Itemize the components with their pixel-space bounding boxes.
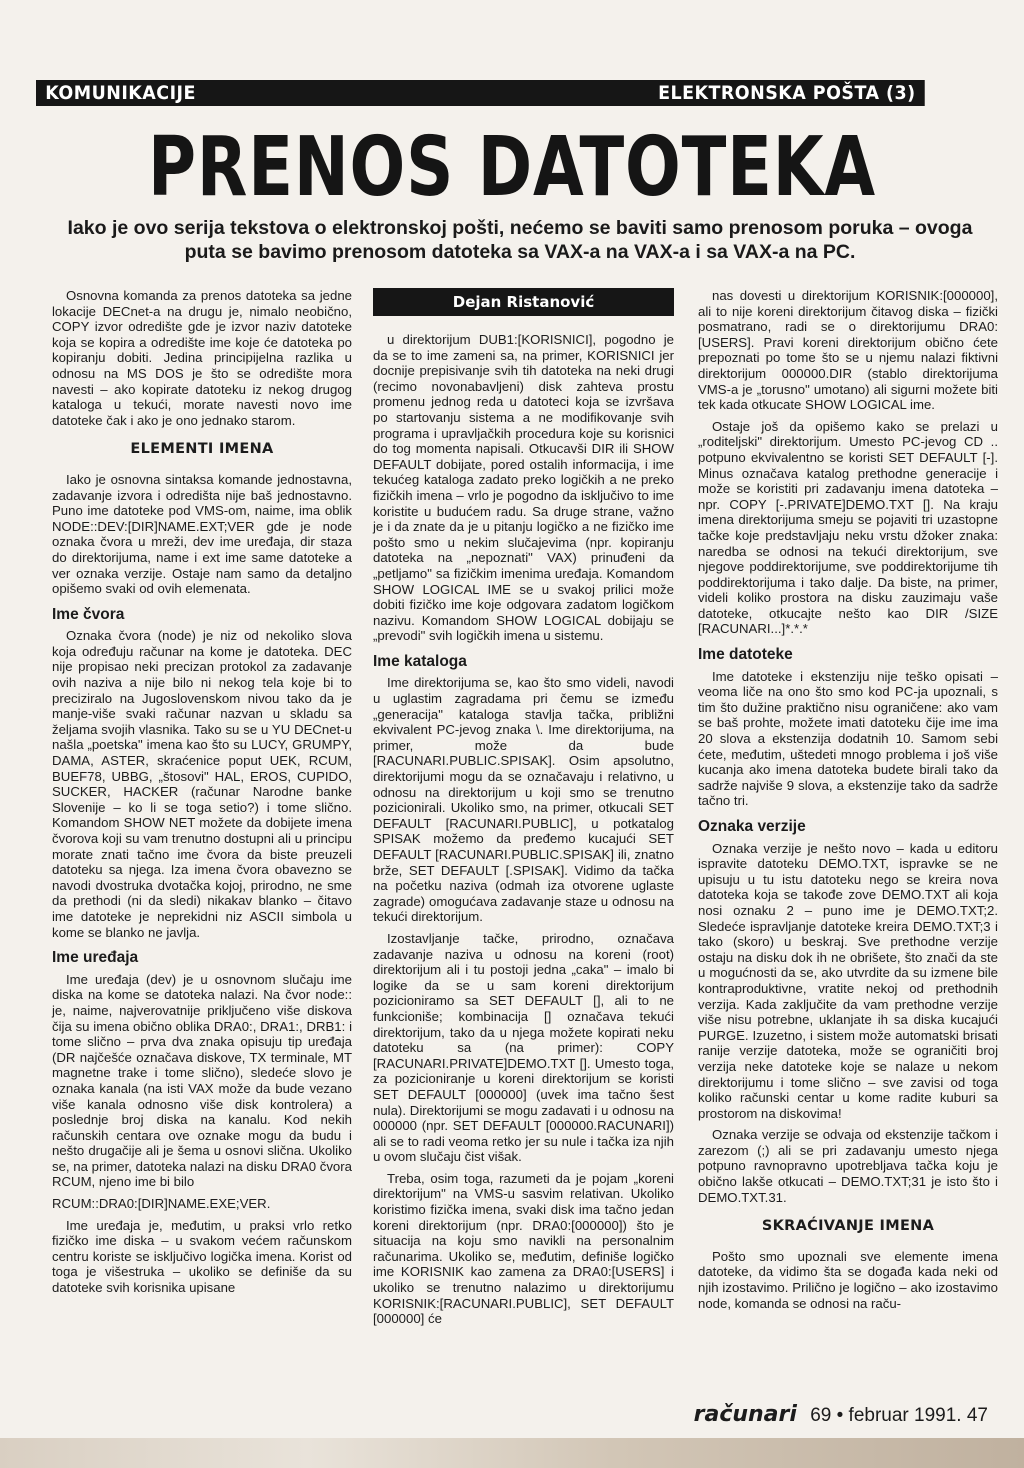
paragraph: Iako je osnovna sintaksa komande jednostavna, zadavanje izvora i odredišta nije baš jednostavno. Puno ime datoteke pod VMS-om, naime, ima oblik NODE::DEV:[DIR]NAME.EXT;VER gde je node oznaka čvora u mreži, dev ime uređaja, dir staza do direktorijuma, name i ext ime same datoteke a ver oznaka verzije. Ostaje nam samo da detaljno opišemo svaki od ovih elemenata. <box>52 471 352 597</box>
paragraph: Osnovna komanda za prenos datoteka sa jedne lokacije DECnet-a na drugu je, nimalo neobično, COPY izvor odredište gde je izvor naziv datoteke koja se kopira a odredište ime koje će datoteka po kopiranju dobiti. Jedina principijelna razlika u odnosu na MS DOS je što se odredište mora navesti – ako kopirate datoteku iz nekog drugog kataloga u tekući, morate navesti novo ime datoteke čak i ako je ono jednako starom. <box>52 288 352 428</box>
issue-info: 69 • februar 1991. 47 <box>810 1405 988 1426</box>
paragraph: Oznaka verzije je nešto novo – kada u editoru ispravite datoteku DEMO.TXT, ispravke se ne upisuju u tu istu datoteku nego se kreira nova datoteka koja se takođe zove DEMO.TXT ali koja nosi oznaku 2 – puno ime je DEMO.TXT;2. Sledeće ispravljanje datoteke kreira DEMO.TXT;3 i tako (skoro) u beskraj. Sve prethodne verzije ostaju na disku dok ih ne obrišete, što znači da ste u mogućnosti da se, ako utvrdite da su izmene bile kontraproduktivne, vratite nekoj od prethodnih verzija. Kada zaključite da vam prethodne verzije više nisu potrebne, uklanjate ih sa diska kucajući PURGE. Izuzetno, i sistem može automatski brisati ranije verzije datoteka, može se ograničiti broj verzija neke datoteke koje se nalaze u nekom direktorijumu i tome slično – sve zavisi od toga koliko računski centar u kome radite kuburi sa prostorom na diskovima! <box>698 840 998 1121</box>
code-example: RCUM::DRA0:[DIR]NAME.EXE;VER. <box>52 1196 271 1212</box>
page-edge-strip <box>0 1438 1024 1468</box>
subheading: Ime kataloga <box>373 652 467 670</box>
page-footer <box>694 1402 988 1427</box>
column-2 <box>373 288 674 1333</box>
section-heading: SKRAĆIVANJE IMENA <box>761 1218 935 1235</box>
paragraph: Ime direktorijuma se, kao što smo videli, navodi u uglastim zagradama pri čemu se između „generacija" kataloga stavlja tačka, približni ekvivalent PC-jevog znaka \. Ime direktorijuma, na primer, može da bude [RACUNARI.PUBLIC.SPISAK]. Osim apsolutno, direktorijumi mogu da se označavaju i relativno, u odnosu na direktorijum u koji smo se trenutno pozicionirali. Ukoliko smo, na primer, otkucali SET DEFAULT [RACUNARI.PUBLIC], u potkatalog SPISAK možemo da pređemo kucajući SET DEFAULT [RACUNARI.PUBLIC.SPISAK] ili, znatno brže, SET DEFAULT [.SPISAK]. Vidimo da tačka na početku naziva (odmah iza otvorene uglaste zagrade) omogućava zadavanje staze u odnosu na tekući direktorijum. <box>373 675 674 925</box>
paragraph: Treba, osim toga, razumeti da je pojam „koreni direktorijum" na VMS-u sasvim relativan. Ukoliko koristimo fizička imena, svaki disk ima tačno jedan koreni direktorijum (npr. DRA0:[000000]) što je situacija na koju smo navikli na personalnim računarima. Ukoliko se, međutim, definiše logičko ime KORISNIK kao zamena za DRA0:[USERS] i ukoliko se trenutno nalazimo u direktorijumu KORISNIK:[RACUNARI.PUBLIC], SET DEFAULT [000000] će <box>373 1170 674 1327</box>
subheading: Oznaka verzije <box>698 818 806 835</box>
section-header-bar <box>36 80 925 106</box>
paragraph: nas dovesti u direktorijum KORISNIK:[000000], ali to nije koreni direktorijum čitavog diska – fizički posmatrano, radi se o direktorijumu DRA0:[USERS]. Pravi koreni direktorijum obično ćete prepoznati po tome što se u njemu nalazi fiktivni direktorijum 000000.DIR (stablo direktorijuma VMS-a je „torusno" umotano) ali sigurni možete biti tek kada otkucate SHOW LOGICAL ime. <box>698 288 998 413</box>
magazine-logo: računari <box>693 1402 797 1427</box>
article-title: PRENOS DATOTEKA <box>148 120 876 215</box>
paragraph: u direktorijum DUB1:[KORISNICI], pogodno je da se to ime zameni sa, na primer, KORISNICI jer docnije prepisivanje svih tih datoteka na neki drugi (recimo novonabavljeni) disk zahteva prostu promenu jednog reda u datoteci koja se izvršava po startovanju sistema a ne modifikovanje svih programa i upravljačkih procedura koje su korisnici do tog momenta napisali. Otkucavši DIR ili SHOW DEFAULT dobijate, pored ostalih informacija, i ime tekućeg kataloga zadato preko logičkih a ne preko fizičkih imena – vrlo je pogodno da isključivo to ime koristite u budućem radu. Sa druge strane, važno je i da znate da je u pitanju logičko a ne fizičko ime pošto smo u nekim slučajevima (npr. kopiranju datoteka na „nepoznati" VAX) prinuđeni da „petljamo" sa fizičkim imenima uređaja. Komandom SHOW LOGICAL IME se u svakoj prilici može dobiti fizičko ime koje odgovara zadatom logičkom nazivu. Komandom SHOW LOGICAL dobijaju se „prevodi" svih logičkih imena u sistemu. <box>373 332 674 644</box>
article-lede: Iako je ovo serija tekstova o elektronskoj pošti, nećemo se baviti samo prenosom poruka – ovoga puta se bavimo prenosom datoteka sa VAX-a na VAX-a i sa VAX-a na PC. <box>67 217 973 263</box>
section-heading: ELEMENTI IMENA <box>130 441 274 458</box>
author-byline: Dejan Ristanović <box>373 288 674 316</box>
paragraph: Izostavljanje tačke, prirodno, označava zadavanje naziva u odnosu na koreni (root) direktorijum ali i tu postoji jedna „caka" – imalo bi logike da se u sam koreni direktorijum pozicioniramo sa SET DEFAULT [], ali to ne funkcioniše; kombinacija [] označava tekući direktorijum, tako da u njega možete kopirati neku datoteku sa (na primer): COPY [RACUNARI.PRIVATE]DEMO.TXT []. Umesto toga, za pozicioniranje u koreni direktorijum se koristi SET DEFAULT [000000] (uvek ima tačno šest nula). Direktorijumi se mogu zadavati i u odnosu na 000000 (npr. SET DEFAULT [000000.RACUNARI]) ali se to radi veoma retko jer su nule i tačka iza njih u ovom slučaju čist višak. <box>373 930 674 1165</box>
paragraph: Pošto smo upoznali sve elemente imena datoteke, da vidimo šta se događa kada neki od njih izostavimo. Prilično je logično – ako izostavimo node, komanda se odnosi na raču- <box>698 1248 998 1311</box>
paragraph: Oznaka verzije se odvaja od ekstenzije tačkom i zarezom (;) ali se pri zadavanju umesto njega potpuno ravnopravno upotrebljava tačka koju je obično lakše otkucati – DEMO.TXT;31 je isto što i DEMO.TXT.31. <box>698 1127 998 1205</box>
subheading: Ime datoteke <box>698 646 793 664</box>
subheading: Ime uređaja <box>52 949 139 967</box>
paragraph: Ime uređaja (dev) je u osnovnom slučaju ime diska na kome se datoteka nalazi. Na čvor node:: je, naime, najverovatnije priključeno više diskova čija su imena obično oblika DRA0:, DRA1:, DRB1: i tome slično – prva dva znaka opisuju tip uređaja (DR najčešće označava diskove, TX terminale, MT magnetne trake i tome slično), sledeće slovo je oznaka kanala (na isti VAX može da bude vezano više kanala odnosno više disk kontrolera) a poslednje broj diska na kanalu. Kod nekih računskih centara ove oznake mogu da budu i nešto drugačije ali je šema u osnovi slična. Ukoliko se, na primer, datoteka nalazi na disku DRA0 čvora RCUM, njeno ime bi bilo <box>52 971 352 1190</box>
paragraph: Ime datoteke i ekstenziju nije teško opisati – veoma liče na ono što smo kod PC-ja upoznali, s tim što dužine praktično nisu ograničene: ako vam se baš prohte, možete imati datoteku čije ime ima 20 slova a ekstenzija dodatnih 10. Samom sebi ćete, međutim, uštedeti mnogo problema i još više kucanja ako imena datoteka budete birali tako da sadrže najviše 9 slova, a ekstenzije tako da sadrže tačno tri. <box>698 668 998 809</box>
paragraph: Ostaje još da opišemo kako se prelazi u „roditeljski" direktorijum. Umesto PC-jevog CD .. potpuno ekvivalentno se koristi SET DEFAULT [-]. Minus označava katalog prethodne generacije i može se koristiti pri zadavanju imena datoteka – npr. COPY [-.PRIVATE]DEMO.TXT []. Na kraju imena direktorijuma smeju se pojaviti tri uzastopne tačke koje predstavljaju neku vrstu džoker znaka: naredba se odnosi na tekući direktorijum, sve njegove poddirektorijume, sve poddirektorijume tih poddirektorijuma i tako dalje. Da biste, na primer, videli koliko prostora na disku zauzimaju vaše datoteke, otkucajte nešto kao DIR /SIZE [RACUNARI...]*.*.* <box>698 418 998 637</box>
column-3 <box>698 288 998 1317</box>
paragraph: Oznaka čvora (node) je niz od nekoliko slova koja određuju računar na kome je datoteka. DEC nije propisao neki precizan protokol za zadavanje ovih naziva a nije bilo ni nekog tela koje bi to preciziralo na Jugoslovenskom nivou tako da je manje-više svaki računar nazvan u skladu sa željama svojih vlasnika. Tako su se u YU DECnet-u našla „poetska" imena kao što su LUCY, GRUMPY, DAMA, ASTER, skraćenice poput UEK, RCUM, BUEF78, UBBG, „štosovi" HAL, EROS, CUPIDO, SUCKER, HACKER (računar Narodne banke Slovenije – ko li se toga setio?) i tome slično. Komandom SHOW NET možete da dobijete imena čvorova koji su vam trenutno dostupni ali u principu morate znati tačno ime čvora da biste preuzeli datoteku sa njega. Iza imena čvora obavezno se navodi dvostruka dvotačka kojoj, prirodno, ne sme da prethodi (ni da sledi) nikakav blanko – čitavo ime datoteke je neprekidni niz ASCII simbola u kome se blanko ne javlja. <box>52 628 352 940</box>
section-label: KOMUNIKACIJE <box>45 82 196 104</box>
paragraph: Ime uređaja je, međutim, u praksi vrlo retko fizičko ime diska – u svakom većem računskom centru koriste se isključivo logička imena. Korist od toga je višestruka – ukoliko se definiše da su datoteke svih korisnika upisane <box>52 1217 352 1296</box>
subheading: Ime čvora <box>52 605 125 623</box>
column-1 <box>52 288 352 1302</box>
series-label: ELEKTRONSKA POŠTA (3) <box>658 82 916 104</box>
